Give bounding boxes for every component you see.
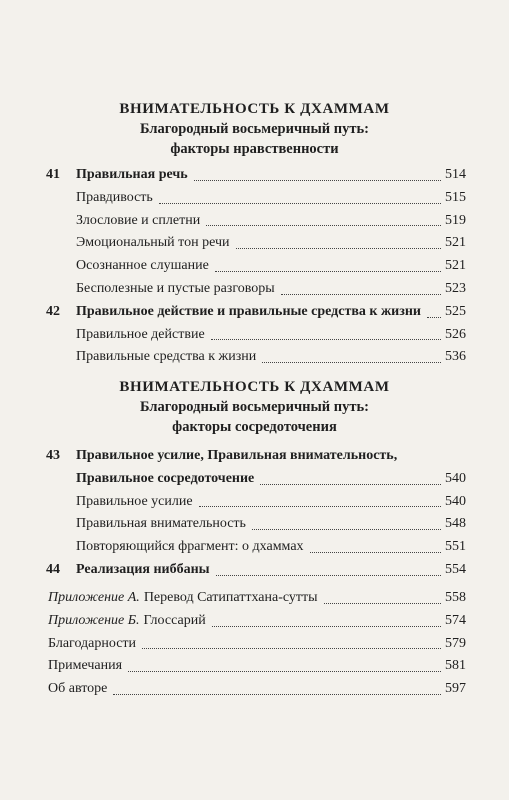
appendix-prefix: Приложение Б. <box>48 612 140 628</box>
dot-leader <box>113 694 441 695</box>
dot-leader <box>236 248 441 249</box>
page-number: 521 <box>445 258 466 274</box>
toc-block-backmatter <box>48 587 466 701</box>
section-title: ВНИМАТЕЛЬНОСТЬ К ДХАММАМ <box>119 379 390 395</box>
toc-appendix-b[interactable] <box>48 610 466 633</box>
toc-notes[interactable] <box>48 655 466 678</box>
appendix-title: Перевод Сатипаттхана-сутты <box>143 590 318 605</box>
dot-leader <box>206 225 441 226</box>
toc-item-label: Повторяющийся фрагмент: о дхаммах <box>76 539 304 555</box>
toc-item-label: Правильное усилие <box>76 493 193 509</box>
dot-leader <box>128 671 441 672</box>
toc-item-label: Правдивость <box>76 189 153 205</box>
page-number: 521 <box>445 235 466 251</box>
toc-item[interactable] <box>46 491 466 514</box>
toc-item[interactable] <box>46 187 466 210</box>
dot-leader <box>324 603 441 604</box>
chapter-number: 41 <box>46 167 60 182</box>
page-number: 554 <box>445 561 466 577</box>
toc-item-label: Правильные средства к жизни <box>76 349 257 365</box>
section-subtitle: факторы сосредоточения <box>172 419 337 435</box>
dot-leader <box>427 317 441 318</box>
page-number: 540 <box>445 493 466 509</box>
toc-chapter-41[interactable] <box>46 164 466 187</box>
section-heading-morality <box>0 99 509 159</box>
page-number: 597 <box>445 681 466 697</box>
page-number: 551 <box>445 539 466 555</box>
chapter-title: Правильная речь <box>76 167 188 182</box>
toc-item[interactable] <box>46 536 466 559</box>
toc-item[interactable] <box>46 346 466 369</box>
chapter-title: Правильное действие и правильные средства к жизни <box>76 303 421 319</box>
backmatter-title: Об авторе <box>48 681 108 697</box>
page-number: 581 <box>445 658 466 674</box>
section-heading-concentration <box>0 377 509 437</box>
dot-leader <box>260 484 441 485</box>
page-number: 540 <box>445 470 466 486</box>
page-number: 558 <box>445 590 466 605</box>
toc-acknowledgements[interactable] <box>48 633 466 656</box>
toc-item[interactable] <box>46 210 466 233</box>
toc-item[interactable] <box>46 513 466 536</box>
page-number: 526 <box>445 326 466 342</box>
dot-leader <box>262 362 441 363</box>
chapter-number: 42 <box>46 303 60 319</box>
toc-item[interactable] <box>46 278 466 301</box>
toc-item-label: Злословие и сплетни <box>76 212 201 228</box>
toc-item-label: Правильное действие <box>76 326 205 342</box>
page-number: 574 <box>445 612 466 628</box>
toc-block-concentration <box>46 445 466 582</box>
toc-item-label: Эмоциональный тон речи <box>76 235 230 251</box>
section-subtitle: Благородный восьмеричный путь: <box>139 121 369 137</box>
page-number: 525 <box>445 303 466 319</box>
page-number: 579 <box>445 635 466 651</box>
appendix-prefix: Приложение А. <box>48 590 140 605</box>
page-number: 514 <box>445 167 466 182</box>
dot-leader <box>281 294 441 295</box>
backmatter-title: Примечания <box>48 658 123 674</box>
backmatter-title: Благодарности <box>48 635 137 651</box>
toc-item-label: Осознанное слушание <box>76 258 209 274</box>
chapter-title-line2: Правильное сосредоточение <box>76 470 255 486</box>
toc-chapter-44[interactable] <box>46 559 466 582</box>
appendix-title: Глоссарий <box>143 612 206 628</box>
page-number: 548 <box>445 516 466 532</box>
dot-leader <box>212 626 441 627</box>
dot-leader <box>215 271 441 272</box>
page-number: 536 <box>445 349 466 365</box>
chapter-number: 44 <box>46 561 60 577</box>
dot-leader <box>199 506 441 507</box>
dot-leader <box>310 552 441 553</box>
toc-item-label: Бесполезные и пустые разговоры <box>76 280 275 296</box>
toc-chapter-43[interactable] <box>46 445 466 468</box>
dot-leader <box>159 203 441 204</box>
dot-leader <box>216 575 441 576</box>
dot-leader <box>142 648 441 649</box>
page-number: 523 <box>445 280 466 296</box>
toc-item[interactable] <box>46 255 466 278</box>
dot-leader <box>252 529 441 530</box>
page-number: 519 <box>445 212 466 228</box>
toc-chapter-43-cont[interactable] <box>46 468 466 491</box>
dot-leader <box>211 339 441 340</box>
section-title: ВНИМАТЕЛЬНОСТЬ К ДХАММАМ <box>119 101 390 117</box>
page-number: 515 <box>445 189 466 205</box>
chapter-number: 43 <box>46 448 60 463</box>
toc-item-label: Правильная внимательность <box>76 516 246 532</box>
toc-about-author[interactable] <box>48 678 466 701</box>
dot-leader <box>194 180 441 181</box>
toc-item[interactable] <box>46 232 466 255</box>
toc-chapter-42[interactable] <box>46 301 466 324</box>
chapter-title: Реализация ниббаны <box>76 561 210 577</box>
toc-appendix-a[interactable] <box>48 587 466 610</box>
section-subtitle: Благородный восьмеричный путь: <box>139 399 369 415</box>
chapter-title-line1: Правильное усилие, Правильная внимательность, <box>76 448 398 463</box>
toc-block-morality <box>46 164 466 369</box>
section-subtitle: факторы нравственности <box>170 141 339 157</box>
toc-item[interactable] <box>46 324 466 347</box>
